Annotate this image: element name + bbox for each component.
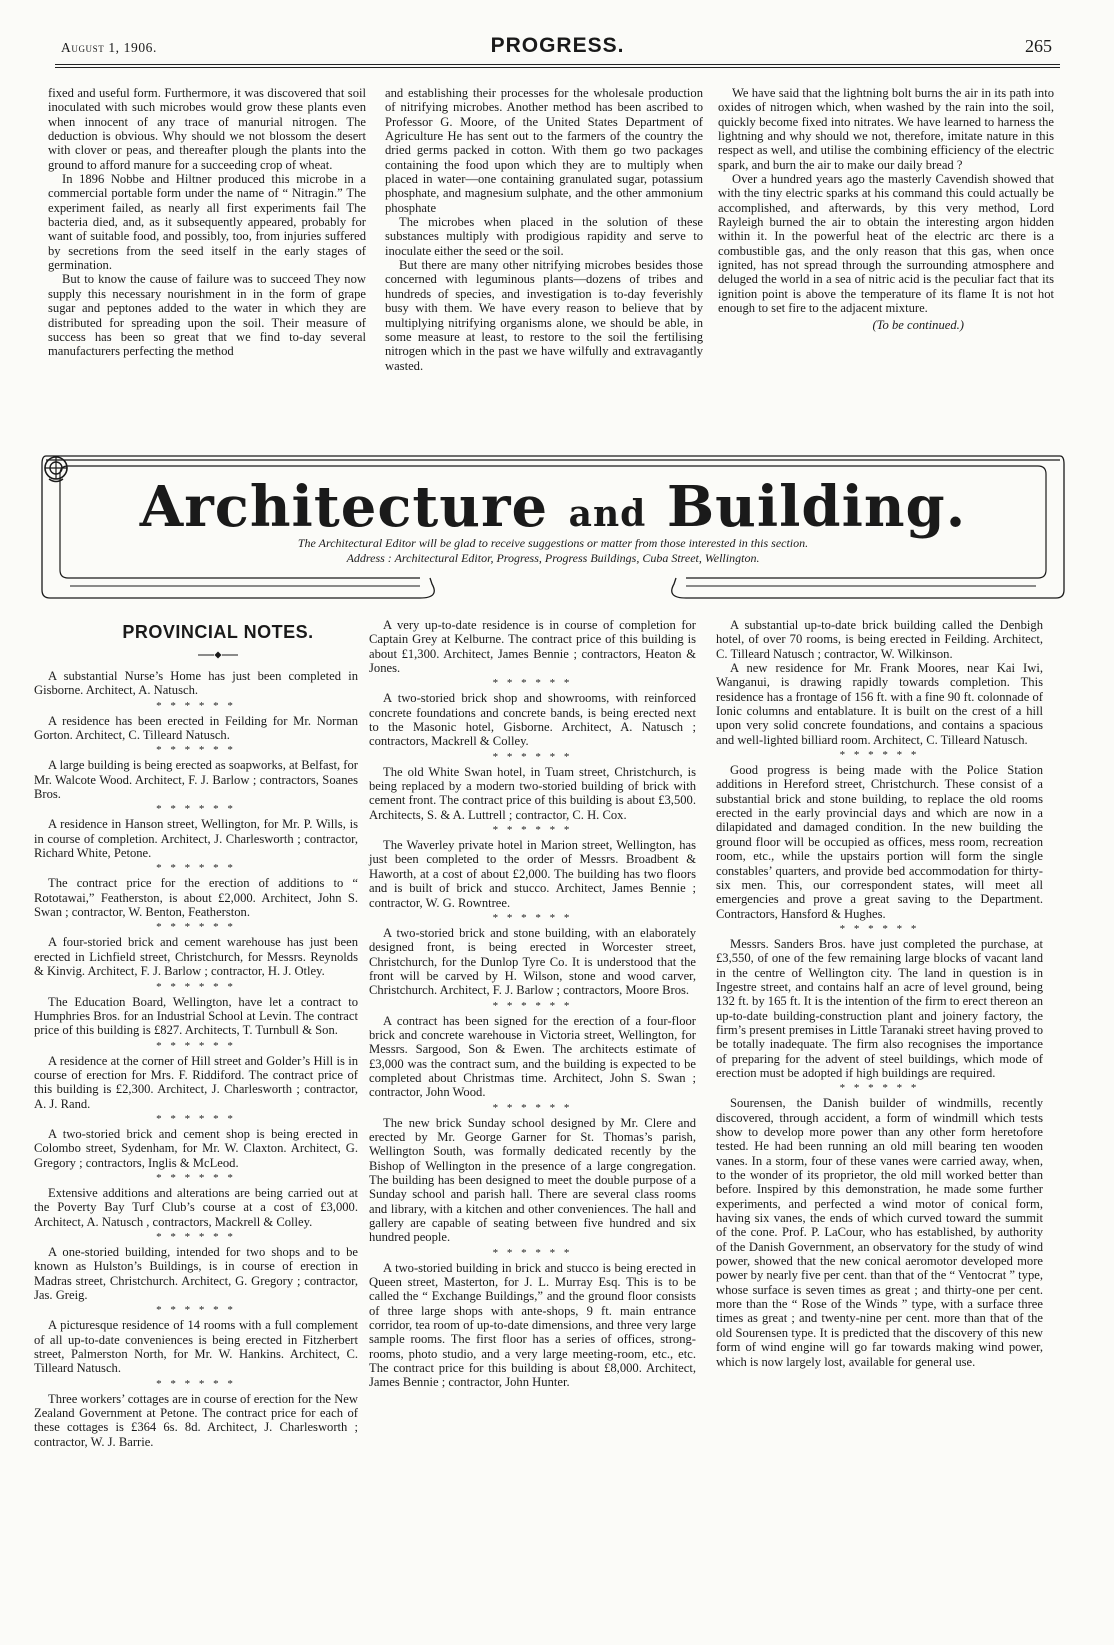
separator: * * * * * * (156, 699, 236, 712)
title-divider-ornament (198, 651, 238, 659)
note-item: A large building is being erected as soapworks, at Belfast, for Mr. Walcote Wood. Architect, F. J. Barlow ; contractors, Soanes Bros. (34, 758, 358, 802)
note-item: Good progress is being made with the Police Station additions in Hereford street, Christchurch. These consist of a substantial brick and stone building, to replace the old rooms erected in the early provincial days and which are now in a dilapidated and damaged condition. In the new building the ground floor will be occupied as offices, mess room, recreation room, etc., while the upstairs portion will form the single constables’ quarters, and provide bed accommodation for thirty-six men. This, our correspondent states, will meet all emergencies and prove a great saving to the Department. Contractors, Hansford & Hughes. (716, 763, 1043, 921)
page-header (55, 32, 1060, 66)
separator: * * * * * * (839, 749, 920, 762)
note-item: Three workers’ cottages are in course of erection for the New Zealand Government at Petone. The contract price for each of these cottages is £364 6s. 8d. Architect, J. Charlesworth ; contractor, W. J. Barrie. (34, 1391, 358, 1449)
paragraph: But there are many other nitrifying microbes besides those concerned with leguminous plants—dozens of tribes and hundreds of species, and investigation is to-day feverishly busy with them. We have every reason to believe that by multiplying nitrifying organisms alone, we should be able, in some measure at least, to restore to the soil the fertilising nitrogen which in the past we have wilfully and extravagantly wasted. (385, 258, 703, 373)
separator: * * * * * * (156, 803, 236, 816)
paragraph: The microbes when placed in the solution of these substances multiply with prodigious rapidity and serve to inoculate either the seed or the soil. (385, 215, 703, 258)
note-item: A two-storied brick shop and showrooms, with reinforced concrete foundations and concrete bands, is being erected next to the Masonic hotel, Gisborne. Architect, A. Natusch ; contractors, Mackrell & Colley. (369, 691, 696, 749)
note-item: Messrs. Sanders Bros. have just completed the purchase, at £3,550, of one of the few remaining large blocks of vacant land in the centre of Wellington city. The land in question is in Ingestre street, and contains half an acre of level ground, being 132 ft. by 165 ft. It is the intention of the firm to erect thereon an up-to-date building-construction plant and joinery factory, the firm’s present premises in Little Taranaki street having proved to be totally inadequate. The firm also recognises the importance of preparing for the advent of steel buildings, which mode of erection must be adopted if high buildings are required. (716, 936, 1044, 1080)
note-item: Sourensen, the Danish builder of windmills, recently discovered, through accident, a form of windmill which tests show to develop more power than any other form heretofore tested. He had been running an old mill bearing ten wooden vanes. In a storm, four of these vanes were carried away, when, to the wonder of its proprietor, the old mill worked better than before. Inspired by this demonstration, he made some further experiments, and perfected a wind motor of conical form, having six vanes, the ends of which curved toward the summit of the cone. Prof. P. LaCour, who has established, by authority of the Danish Government, an observatory for the study of wind power, showed that the new conical aeromotor developed more power by nearly five per cent. than that of the “ Ventocrat ” type, whose surface is seven times as great ; and thirty-one per cent. more than the “ Rose of the Winds ” type, with a surface three times as great ; and twenty-nine per cent. more than that of the old Sourensen type. It is predicted that the discovery of this new form of wind engine will go far towards making wind power, which is now largely lost, available for general use. (716, 1096, 1043, 1369)
notes-column-3 (716, 618, 1043, 1369)
note-item: A two-storied brick and stone building, with an elaborately designed front, is being erected in Worcester street, Christchurch, for the Dunlop Tyre Co. It is understood that the front will be carved by H. Wilson, stone and wood carver, Christchurch. Architect, F. J. Barlow ; contractors, Moore Bros. (369, 925, 696, 998)
paragraph: Over a hundred years ago the masterly Cavendish showed that with the tiny electric sparks at his command this could actually be accomplished, and afterwards, by this very method, Lord Rayleigh burned the air to obtain the interesting argon hidden within it. In the powerful heat of the electric arc there is a combustible gas, and the only reason that this gas, when once ignited, has not spread through the surrounding atmosphere and deluged the world in a sea of nitric acid is the peculiar fact that its ignition point is above the temperature of its flame It is not hot enough to set fire to the adjacent mixture. (718, 172, 1054, 316)
banner-title-building: Building. (666, 474, 967, 540)
separator: * * * * * * (492, 1246, 573, 1259)
notes-column-1 (34, 669, 358, 1449)
paragraph: In 1896 Nobbe and Hiltner produced this microbe in a commercial portable form under the name of “ Nitragin.” The experiment failed, as nearly all first experiments fail The bacteria died, and, as it subsequently appeared, probably for want of suitable food, and possibly, too, from injuries suffered by secretions from the seed itself in the early stages of germination. (48, 172, 366, 273)
section-title: PROVINCIAL NOTES. (122, 622, 314, 642)
note-item: The Waverley private hotel in Marion street, Wellington, has just been completed to the order of Messrs. Broadbent & Haworth, at a cost of about £2,000. The building has two floors and is built of brick and stucco. Architect, James Bennie ; contractor, W. G. Rowntree. (369, 838, 696, 910)
ornament-emblem-icon (40, 452, 72, 484)
banner-address: Address : Architectural Editor, Progress, Progress Buildings, Cuba Street, Wellington. (346, 551, 760, 565)
banner-title (40, 474, 1066, 540)
notes-column-2 (369, 618, 696, 1390)
header-rule-bottom (55, 67, 1060, 68)
paragraph: We have said that the lightning bolt burns the air in its path into oxides of nitrogen which, when washed by the rain into the soil, quickly become fixed into nitrates. We have learned to harness the lightning and why should we not, therefore, imitate nature in this respect as well, and utilise the combining efficiency of the electric spark, and burn the air to make our daily bread ? (718, 86, 1054, 172)
header-date: August 1, 1906. (61, 40, 158, 55)
separator: * * * * * * (156, 1230, 236, 1243)
separator: * * * * * * (156, 862, 236, 875)
separator: * * * * * * (492, 824, 573, 837)
separator: * * * * * * (156, 1171, 236, 1184)
note-item: The Education Board, Wellington, have let a contract to Humphries Bros. for an Industrial School at Levin. The contract price of this building is £827. Architects, T. Turnbull & Son. (34, 994, 358, 1038)
note-item: A two-storied building in brick and stucco is being erected in Queen street, Masterton, for J. L. Murray Esq. This is to be called the “ Exchange Buildings,” and the ground floor consists of three large shops with ante-shops, 9 ft. main entrance corridor, tea room of up-to-date dimensions, and three very large sample rooms. The first floor has a series of offices, strong-rooms, photo studio, and a very large meeting-room, etc., etc. The contract price for this building is about £8,000. Architect, James Bennie ; contractor, John Hunter. (369, 1260, 696, 1390)
separator: * * * * * * (492, 911, 573, 924)
separator: * * * * * * (839, 1082, 920, 1095)
note-item: A residence has been erected in Feilding for Mr. Norman Gorton. Architect, C. Tilleard Natusch. (34, 713, 358, 743)
article-column-3 (718, 86, 1054, 332)
header-title: PROGRESS. (490, 34, 625, 57)
note-item: A very up-to-date residence is in course of completion for Captain Grey at Kelburne. The contract price of this building is about £1,300. Architect, James Bennie ; contractors, Heaton & Jones. (369, 618, 696, 676)
banner-editor-note: The Architectural Editor will be glad to receive suggestions or matter from those interested in this section. (297, 536, 809, 550)
to-be-continued: (To be continued.) (872, 317, 964, 332)
separator: * * * * * * (156, 1112, 236, 1125)
section-banner (40, 452, 1066, 604)
header-rule-top (55, 64, 1060, 65)
note-item: A one-storied building, intended for two shops and to be known as Hulston’s Buildings, is in course of erection in Madras street, Christchurch. Architect, G. Gregory ; contractor, Jas. Greig. (34, 1244, 358, 1302)
note-item: A substantial Nurse’s Home has just been completed in Gisborne. Architect, A. Natusch. (34, 669, 358, 698)
separator: * * * * * * (156, 921, 236, 934)
note-item: The old White Swan hotel, in Tuam street, Christchurch, is being replaced by a modern two-storied building of brick with cement front. The contract price of this building is about £3,500. Architects, S. & A. Luttrell ; contractor, C. H. Cox. (369, 764, 696, 822)
banner-title-and: and (568, 493, 647, 535)
paragraph: fixed and useful form. Furthermore, it was discovered that soil inoculated with such microbes would grow these plants even when innocent of any trace of manurial nitrogen. The deduction is obvious. Why should we not blossom the desert with clover or peas, and thereafter plough the plants into the ground to afford manure for a succeeding crop of wheat. (48, 86, 366, 172)
separator: * * * * * * (156, 1039, 236, 1052)
header-page-number: 265 (1025, 36, 1052, 56)
note-item: The contract price for the erection of additions to “ Rototawai,” Featherston, is about £2,000. Architect, John S. Swan ; contractor, W. Benton, Featherston. (34, 876, 358, 920)
note-item: A new residence for Mr. Frank Moores, near Kai Iwi, Wanganui, is drawing rapidly towards completion. This residence has a frontage of 156 ft. with a fine 90 ft. colonnade of Ionic columns and entablature. It is built on the crest of a hill upon very solid concrete foundations, and contains a spacious and well-lighted billiard room. Architect, C. Tilleard Natusch. (716, 661, 1043, 747)
separator: * * * * * * (492, 750, 573, 763)
note-item: A residence at the corner of Hill street and Golder’s Hill is in course of erection for Mrs. F. Riddiford. The contract price of this building is £2,300. Architect, J. Charlesworth ; contractor, A. J. Rand. (34, 1053, 358, 1111)
separator: * * * * * * (492, 1101, 573, 1114)
article-column-2 (385, 86, 703, 373)
separator: * * * * * * (492, 677, 573, 690)
separator: * * * * * * (156, 1304, 236, 1317)
separator: * * * * * * (492, 999, 573, 1012)
note-item: The new brick Sunday school designed by Mr. Clere and erected by Mr. George Garner for St. Thomas’s parish, Wellington South, was formally dedicated recently by the Bishop of Wellington in the presence of a large congregation. The building has been designed to meet the double purpose of a Sunday school and parish hall. There are several class rooms and library, with a kitchen and other conveniences. The hall and gallery are capable of seating between five hundred and six hundred people. (369, 1115, 696, 1245)
note-item: A contract has been signed for the erection of a four-floor brick and concrete warehouse in Victoria street, Wellington, for Messrs. Sargood, Son & Ewen. The architects estimate of £3,000 was the contract sum, and the building is expected to be completed about Christmas time. Architect, John S. Swan ; contractor, John Wood. (369, 1013, 696, 1100)
separator: * * * * * * (156, 1377, 236, 1390)
paragraph: But to know the cause of failure was to succeed They now supply this necessary nourishment in in the form of grape sugar and peptones added to the water in which they are distributed for spreading upon the soil. Their measure of success has been so great that we find to-day several manufacturers perfecting the method (48, 272, 366, 359)
note-item: A residence in Hanson street, Wellington, for Mr. P. Wills, is in course of completion. Architect, J. Charlesworth ; contractor, Richard White, Petone. (34, 817, 358, 861)
article-column-1 (48, 86, 366, 359)
note-item: A four-storied brick and cement warehouse has just been erected in Lichfield street, Christchurch, for Messrs. Reynolds & Kinvig. Architect, F. J. Barlow ; contractor, H. J. Otley. (34, 935, 358, 979)
separator: * * * * * * (156, 744, 236, 757)
paragraph: and establishing their processes for the wholesale production of nitrifying microbes. Another method has been ascribed to Professor G. Moore, of the United States Department of Agriculture He has sent out to the farmers of the country the dried germs packed in cotton. With them go two packages containing the food upon which they are to multiply when placed in water—one containing granulated sugar, potassium phosphate, and magnesium sulphate, and the other ammonium phosphate (385, 86, 703, 215)
note-item: A picturesque residence of 14 rooms with a full complement of all up-to-date conveniences is being erected in Fitzherbert street, Palmerston North, for Mr. W. Hankins. Architect, C. Tilleard Natusch. (34, 1318, 358, 1376)
note-item: Extensive additions and alterations are being carried out at the Poverty Bay Turf Club’s course at a cost of £3,000. Architect, A. Natusch , contractors, Mackrell & Colley. (34, 1185, 358, 1229)
separator: * * * * * * (839, 922, 920, 935)
separator: * * * * * * (156, 980, 236, 993)
note-item: A substantial up-to-date brick building called the Denbigh hotel, of over 70 rooms, is being erected in Feilding. Architect, C. Tilleard Natusch ; contractor, W. Wilkinson. (716, 618, 1043, 661)
note-item: A two-storied brick and cement shop is being erected in Colombo street, Sydenham, for Mr. W. Claxton. Architect, G. Gregory ; contractors, Inglis & McLeod. (34, 1126, 358, 1170)
banner-title-architecture: Architecture (139, 474, 549, 540)
